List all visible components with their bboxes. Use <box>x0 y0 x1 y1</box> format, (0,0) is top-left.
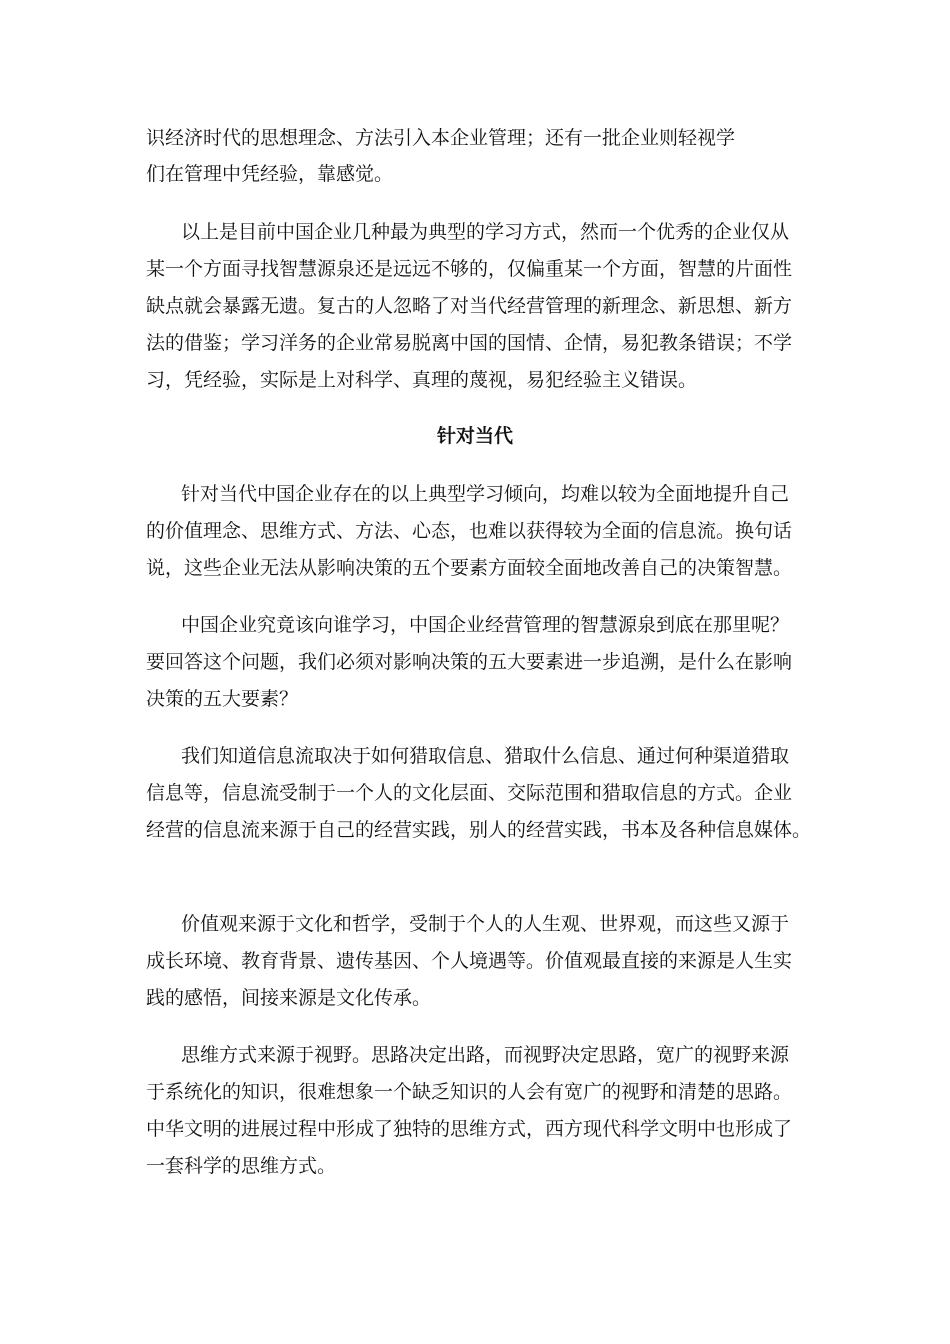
text-line: 说，这些企业无法从影响决策的五个要素方面较全面地改善自己的决策智慧。 <box>146 557 793 579</box>
text-line: 成长环境、教育背景、遗传基因、个人境遇等。价值观最直接的来源是人生实 <box>146 950 793 972</box>
text-line: 某一个方面寻找智慧源泉还是远远不够的，仅偏重某一个方面，智慧的片面性 <box>146 258 793 280</box>
text-line: 践的感悟，间接来源是文化传承。 <box>146 987 432 1009</box>
text-line: 我们知道信息流取决于如何猎取信息、猎取什么信息、通过何种渠道猎取 <box>181 745 790 767</box>
section-heading: 针对当代 <box>436 425 513 447</box>
text-line: 经营的信息流来源于自己的经营实践，别人的经营实践，书本及各种信息媒体。 <box>146 819 812 841</box>
text-line: 习，凭经验，实际是上对科学、真理的蔑视，易犯经验主义错误。 <box>146 369 698 391</box>
text-line: 一套科学的思维方式。 <box>146 1155 337 1177</box>
text-line: 法的借鉴；学习洋务的企业常易脱离中国的国情、企情，易犯教条错误；不学 <box>146 332 793 354</box>
text-line: 要回答这个问题，我们必须对影响决策的五大要素进一步追溯，是什么在影响 <box>146 651 793 673</box>
text-line: 以上是目前中国企业几种最为典型的学习方式，然而一个优秀的企业仅从 <box>181 221 790 243</box>
text-line: 思维方式来源于视野。思路决定出路，而视野决定思路，宽广的视野来源 <box>181 1044 790 1066</box>
text-line: 缺点就会暴露无遗。复古的人忽略了对当代经营管理的新理念、新思想、新方 <box>146 295 793 317</box>
text-line: 们在管理中凭经验，靠感觉。 <box>146 163 394 185</box>
text-line: 中华文明的进展过程中形成了独特的思维方式，西方现代科学文明中也形成了 <box>146 1118 793 1140</box>
text-line: 的价值理念、思维方式、方法、心态，也难以获得较为全面的信息流。换句话 <box>146 520 793 542</box>
text-line: 信息等，信息流受制于一个人的文化层面、交际范围和猎取信息的方式。企业 <box>146 782 793 804</box>
text-line: 中国企业究竟该向谁学习，中国企业经营管理的智慧源泉到底在那里呢？ <box>181 614 790 636</box>
text-line: 于系统化的知识，很难想象一个缺乏知识的人会有宽广的视野和清楚的思路。 <box>146 1081 793 1103</box>
text-line: 决策的五大要素？ <box>146 688 299 710</box>
text-line: 识经济时代的思想理念、方法引入本企业管理；还有一批企业则轻视学 <box>146 127 736 149</box>
text-line: 针对当代中国企业存在的以上典型学习倾向，均难以较为全面地提升自己 <box>181 483 790 505</box>
text-line: 价值观来源于文化和哲学，受制于个人的人生观、世界观，而这些又源于 <box>181 913 790 935</box>
